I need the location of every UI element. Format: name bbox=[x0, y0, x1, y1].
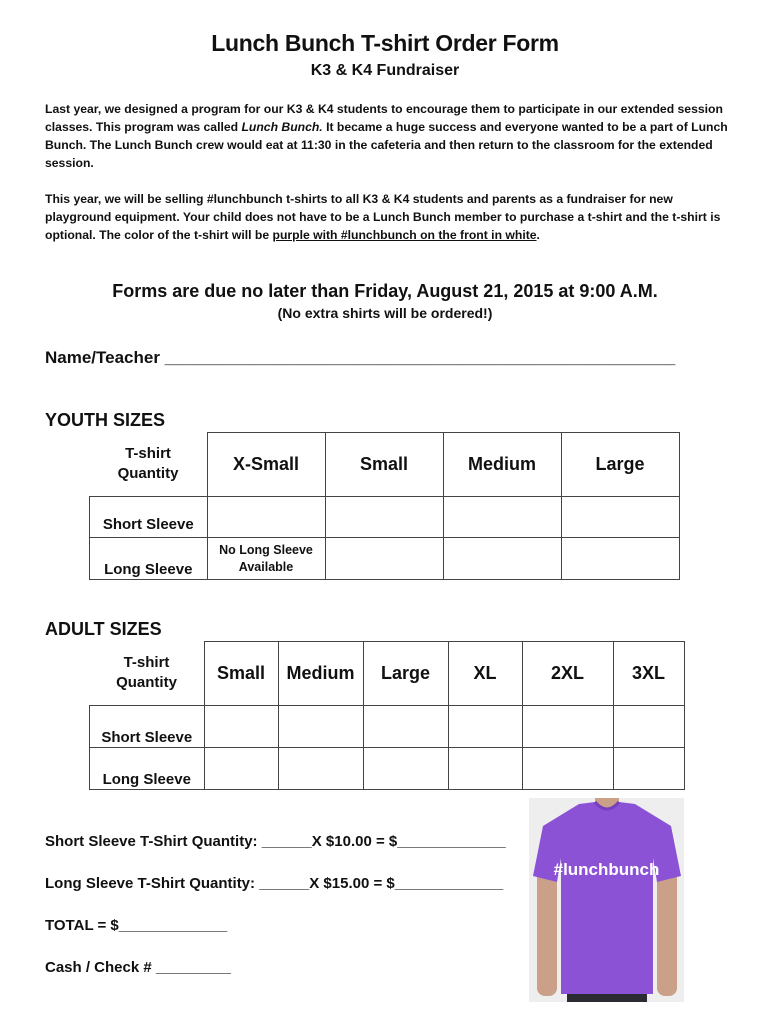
tshirt-illustration bbox=[529, 798, 684, 1002]
qty-cell-youth-long-medium[interactable] bbox=[443, 538, 561, 580]
corner-label-line1: T-shirt bbox=[125, 445, 171, 463]
row-label-short-sleeve: Short Sleeve bbox=[90, 497, 208, 538]
qty-cell-adult-short-small[interactable] bbox=[204, 706, 278, 748]
fundraiser-paragraph bbox=[45, 190, 735, 244]
qty-cell-adult-long-large[interactable] bbox=[363, 748, 448, 790]
size-header-large: Large bbox=[561, 433, 679, 497]
qty-cell-youth-short-xsmall[interactable] bbox=[207, 497, 325, 538]
qty-cell-youth-long-large[interactable] bbox=[561, 538, 679, 580]
size-header-small: Small bbox=[204, 642, 278, 706]
qty-cell-youth-short-small[interactable] bbox=[325, 497, 443, 538]
qty-cell-adult-short-medium[interactable] bbox=[278, 706, 363, 748]
intro-paragraph bbox=[45, 100, 735, 172]
qty-cell-adult-long-small[interactable] bbox=[204, 748, 278, 790]
size-header-large: Large bbox=[363, 642, 448, 706]
qty-cell-adult-long-3xl[interactable] bbox=[613, 748, 684, 790]
short-sleeve-total-line[interactable]: Short Sleeve T-Shirt Quantity: ______X $10.00 = $_____________ bbox=[45, 833, 506, 850]
no-long-sleeve-note bbox=[207, 538, 325, 580]
tshirt-photo bbox=[529, 798, 684, 1002]
size-header-xl: XL bbox=[448, 642, 522, 706]
row-label-short-sleeve: Short Sleeve bbox=[90, 706, 205, 748]
table-row-long-sleeve bbox=[90, 538, 680, 580]
table-header-row bbox=[90, 433, 680, 497]
no-long-sleeve-line1: No Long Sleeve bbox=[219, 542, 313, 557]
table-row-short-sleeve bbox=[90, 706, 685, 748]
adult-sizes-heading: ADULT SIZES bbox=[45, 619, 162, 639]
qty-cell-adult-short-3xl[interactable] bbox=[613, 706, 684, 748]
size-header-3xl: 3XL bbox=[613, 642, 684, 706]
size-header-medium: Medium bbox=[278, 642, 363, 706]
size-header-medium: Medium bbox=[443, 433, 561, 497]
right-arm bbox=[657, 868, 677, 996]
qty-cell-adult-short-2xl[interactable] bbox=[522, 706, 613, 748]
form-title: Lunch Bunch T-shirt Order Form bbox=[211, 30, 559, 56]
qty-cell-youth-short-large[interactable] bbox=[561, 497, 679, 538]
qty-cell-adult-short-xl[interactable] bbox=[448, 706, 522, 748]
intro-text-a: Last year, we designed a program for our K3 & K4 students to encourage them to participate in our extended session classes. This program was called bbox=[45, 102, 723, 134]
table-corner-label bbox=[90, 433, 208, 497]
size-header-xsmall: X-Small bbox=[207, 433, 325, 497]
corner-label-line1: T-shirt bbox=[123, 654, 170, 672]
qty-cell-adult-long-xl[interactable] bbox=[448, 748, 522, 790]
shirt-hashtag: #lunchbunch bbox=[553, 860, 660, 879]
intro-text-b: It became a huge success and everyone wanted to be a part of Lunch Bunch. The Lunch Bunch crew would eat at 11:30 in the cafeteria and then return to the classroom for the extended session. bbox=[45, 120, 728, 170]
form-subtitle: K3 & K4 Fundraiser bbox=[310, 62, 460, 79]
corner-label-line2: Quantity bbox=[117, 465, 179, 483]
intro-program-name: Lunch Bunch. bbox=[241, 120, 323, 134]
table-corner-label bbox=[90, 642, 205, 706]
qty-cell-adult-long-2xl[interactable] bbox=[522, 748, 613, 790]
long-sleeve-total-line[interactable]: Long Sleeve T-Shirt Quantity: ______X $15.00 = $_____________ bbox=[45, 875, 504, 892]
grand-total-line[interactable]: TOTAL = $_____________ bbox=[45, 917, 228, 934]
qty-cell-adult-short-large[interactable] bbox=[363, 706, 448, 748]
table-row-long-sleeve bbox=[90, 748, 685, 790]
size-header-small: Small bbox=[325, 433, 443, 497]
table-header-row bbox=[90, 642, 685, 706]
shorts bbox=[567, 994, 647, 1002]
youth-size-table bbox=[89, 432, 680, 580]
no-long-sleeve-line2: Available bbox=[238, 559, 294, 574]
fundraiser-text-a: This year, we will be selling #lunchbunch t-shirts to all K3 & K4 students and parents as a fundraiser for new playground equipment. Your child does not have to be a Lunch Bunch member to purchase a t-shirt and the t-shirt is optional. The color of the t-shirt will be bbox=[45, 192, 721, 242]
adult-size-table bbox=[89, 641, 685, 790]
table-row-short-sleeve bbox=[90, 497, 680, 538]
qty-cell-adult-long-medium[interactable] bbox=[278, 748, 363, 790]
size-header-2xl: 2XL bbox=[522, 642, 613, 706]
fundraiser-text-b: . bbox=[536, 228, 540, 242]
due-date-notice: Forms are due no later than Friday, August 21, 2015 at 9:00 A.M. bbox=[112, 281, 658, 301]
youth-sizes-heading: YOUTH SIZES bbox=[45, 410, 166, 430]
left-arm bbox=[537, 868, 557, 996]
name-teacher-field[interactable]: Name/Teacher ______________________________________________________ bbox=[45, 348, 676, 367]
row-label-long-sleeve: Long Sleeve bbox=[90, 748, 205, 790]
qty-cell-youth-long-small[interactable] bbox=[325, 538, 443, 580]
due-date-note: (No extra shirts will be ordered!) bbox=[277, 305, 493, 321]
shirt-color-note: purple with #lunchbunch on the front in white bbox=[272, 228, 537, 242]
corner-label-line2: Quantity bbox=[116, 674, 177, 692]
cash-check-line[interactable]: Cash / Check # _________ bbox=[45, 959, 231, 976]
row-label-long-sleeve: Long Sleeve bbox=[90, 538, 208, 580]
qty-cell-youth-short-medium[interactable] bbox=[443, 497, 561, 538]
